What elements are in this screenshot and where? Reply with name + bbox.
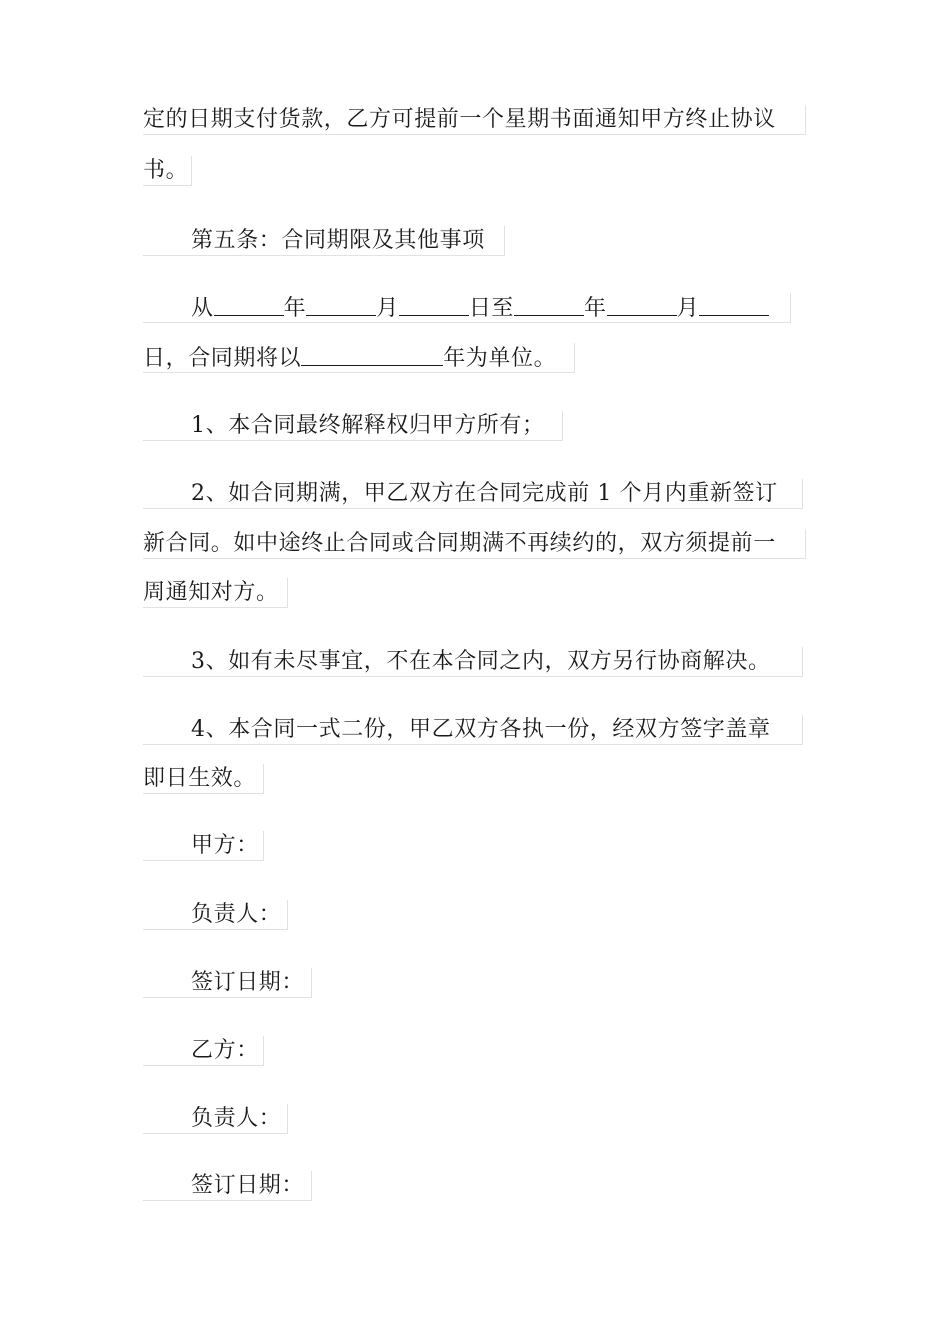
clause-item-2-end: 周通知对方。 — [143, 578, 288, 608]
clause-item-1: 1、本合同最终解释权归甲方所有； — [143, 411, 563, 441]
party-a-date-label: 签订日期： — [143, 968, 312, 998]
end-day-blank — [699, 293, 769, 316]
term-year2-label: 年 — [584, 296, 607, 321]
end-month-blank — [607, 293, 677, 316]
term-year-label: 年 — [283, 296, 307, 321]
term-unit-label: 年为单位。 — [443, 346, 557, 371]
end-year-blank — [514, 293, 584, 316]
term-unit-blank — [301, 343, 443, 366]
clause-item-4-end: 即日生效。 — [143, 764, 264, 794]
contract-term-line-2 — [143, 343, 575, 373]
clause-item-3: 3、如有未尽事宜，不在本合同之内，双方另行协商解决。 — [143, 647, 803, 677]
term-month2-label: 月 — [676, 296, 700, 321]
party-b-rep-label: 负责人： — [143, 1104, 288, 1134]
section-heading: 第五条：合同期限及其他事项 — [143, 226, 505, 256]
term-day-label: 日，合同期将以 — [143, 346, 302, 371]
party-b-label: 乙方： — [143, 1036, 264, 1066]
start-day-blank — [399, 293, 469, 316]
clause-item-2: 2、如合同期满，甲乙双方在合同完成前 1 个月内重新签订 — [143, 479, 803, 509]
clause-item-2-cont: 新合同。如中途终止合同或合同期满不再续约的，双方须提前一 — [143, 529, 806, 559]
party-a-label: 甲方： — [143, 831, 264, 861]
paragraph-line: 定的日期支付货款，乙方可提前一个星期书面通知甲方终止协议 — [143, 105, 806, 135]
start-year-blank — [214, 293, 284, 316]
party-b-date-label: 签订日期： — [143, 1171, 312, 1201]
clause-item-4: 4、本合同一式二份，甲乙双方各执一份，经双方签字盖章 — [143, 715, 803, 745]
term-from-label: 从 — [191, 296, 214, 321]
term-month-label: 月 — [376, 296, 399, 321]
term-day-to-label: 日至 — [468, 296, 515, 321]
contract-term-line — [143, 293, 791, 323]
party-a-rep-label: 负责人： — [143, 900, 288, 930]
paragraph-line: 书。 — [143, 156, 192, 186]
start-month-blank — [306, 293, 376, 316]
